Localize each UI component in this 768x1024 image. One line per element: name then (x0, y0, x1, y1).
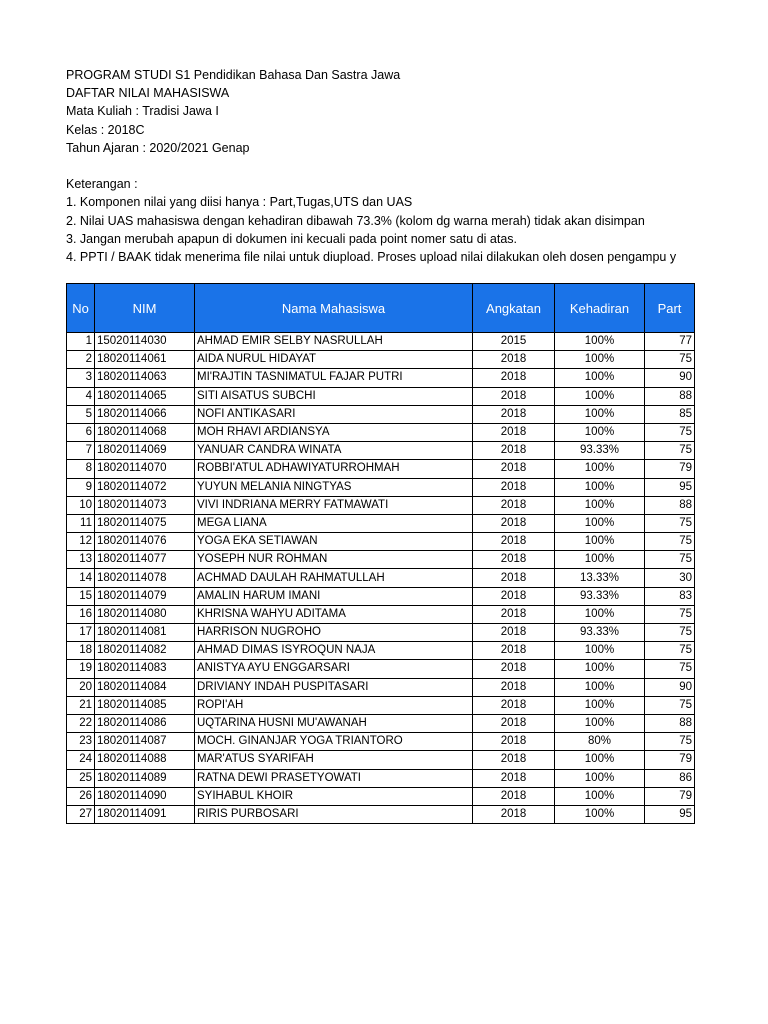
cell-angkatan[interactable]: 2018 (473, 533, 555, 551)
table-row (67, 751, 695, 769)
year-line: Tahun Ajaran : 2020/2021 Genap (66, 140, 250, 155)
cell-angkatan[interactable]: 2018 (473, 405, 555, 423)
table-row (67, 678, 695, 696)
cell-part[interactable]: 75 (645, 351, 695, 369)
cell-kehadiran[interactable]: 100% (555, 678, 645, 696)
table-row (67, 805, 695, 823)
table-body (67, 333, 695, 824)
table-row (67, 587, 695, 605)
course-line: Mata Kuliah : Tradisi Jawa I (66, 104, 219, 119)
cell-part[interactable]: 75 (645, 423, 695, 441)
cell-no[interactable]: 26 (67, 787, 95, 805)
cell-angkatan[interactable]: 2018 (473, 678, 555, 696)
table-row (67, 569, 695, 587)
cell-nim[interactable]: 18020114081 (95, 624, 195, 642)
column-header-part: Part (645, 284, 695, 333)
cell-kehadiran[interactable]: 100% (555, 405, 645, 423)
cell-kehadiran[interactable]: 100% (555, 551, 645, 569)
cell-nama[interactable]: YUYUN MELANIA NINGTYAS (195, 478, 473, 496)
cell-part[interactable]: 79 (645, 460, 695, 478)
cell-part[interactable]: 95 (645, 478, 695, 496)
cell-kehadiran[interactable]: 100% (555, 514, 645, 532)
cell-part[interactable]: 95 (645, 805, 695, 823)
table-row (67, 642, 695, 660)
cell-kehadiran[interactable]: 93.33% (555, 442, 645, 460)
cell-part[interactable]: 85 (645, 405, 695, 423)
cell-no[interactable]: 13 (67, 551, 95, 569)
note-item: 2. Nilai UAS mahasiswa dengan kehadiran dibawah 73.3% (kolom dg warna merah) tidak akan disimpan (66, 213, 645, 228)
cell-angkatan[interactable]: 2018 (473, 460, 555, 478)
table-row (67, 769, 695, 787)
cell-angkatan[interactable]: 2018 (473, 351, 555, 369)
cell-nama[interactable]: UQTARINA HUSNI MU'AWANAH (195, 714, 473, 732)
cell-part[interactable]: 75 (645, 660, 695, 678)
cell-angkatan[interactable]: 2018 (473, 514, 555, 532)
cell-angkatan[interactable]: 2018 (473, 805, 555, 823)
cell-angkatan[interactable]: 2018 (473, 387, 555, 405)
table-row (67, 387, 695, 405)
cell-part[interactable]: 77 (645, 333, 695, 351)
cell-kehadiran[interactable]: 93.33% (555, 587, 645, 605)
cell-no[interactable]: 8 (67, 460, 95, 478)
table-row (67, 551, 695, 569)
cell-part[interactable]: 75 (645, 624, 695, 642)
cell-part[interactable]: 88 (645, 714, 695, 732)
table-row (67, 696, 695, 714)
cell-kehadiran[interactable]: 100% (555, 478, 645, 496)
cell-no[interactable]: 2 (67, 351, 95, 369)
cell-no[interactable]: 14 (67, 569, 95, 587)
grades-table (66, 283, 695, 824)
program-line: PROGRAM STUDI S1 Pendidikan Bahasa Dan Sastra Jawa (66, 68, 401, 82)
cell-part[interactable]: 88 (645, 387, 695, 405)
cell-part[interactable]: 86 (645, 769, 695, 787)
cell-nim[interactable]: 18020114066 (95, 405, 195, 423)
document-header (66, 66, 696, 266)
cell-nim[interactable]: 18020114075 (95, 514, 195, 532)
table-row (67, 787, 695, 805)
cell-nim[interactable]: 18020114065 (95, 387, 195, 405)
cell-no[interactable]: 10 (67, 496, 95, 514)
cell-part[interactable]: 75 (645, 533, 695, 551)
cell-nama[interactable]: DRIVIANY INDAH PUSPITASARI (195, 678, 473, 696)
cell-nim[interactable]: 18020114082 (95, 642, 195, 660)
cell-angkatan[interactable]: 2018 (473, 642, 555, 660)
cell-nim[interactable]: 18020114083 (95, 660, 195, 678)
cell-no[interactable]: 20 (67, 678, 95, 696)
cell-no[interactable]: 7 (67, 442, 95, 460)
cell-nama[interactable]: AHMAD EMIR SELBY NASRULLAH (195, 333, 473, 351)
table-row (67, 333, 695, 351)
cell-part[interactable]: 75 (645, 442, 695, 460)
cell-kehadiran[interactable]: 93.33% (555, 624, 645, 642)
cell-nim[interactable]: 18020114073 (95, 496, 195, 514)
cell-nim[interactable]: 18020114080 (95, 605, 195, 623)
cell-nama[interactable]: NOFI ANTIKASARI (195, 405, 473, 423)
cell-angkatan[interactable]: 2018 (473, 423, 555, 441)
cell-kehadiran[interactable]: 100% (555, 387, 645, 405)
table-header-row (67, 284, 695, 333)
cell-part[interactable]: 75 (645, 514, 695, 532)
cell-no[interactable]: 16 (67, 605, 95, 623)
cell-no[interactable]: 12 (67, 533, 95, 551)
table-row (67, 423, 695, 441)
table-row (67, 460, 695, 478)
cell-angkatan[interactable]: 2018 (473, 496, 555, 514)
cell-kehadiran[interactable]: 100% (555, 787, 645, 805)
cell-part[interactable]: 83 (645, 587, 695, 605)
cell-no[interactable]: 3 (67, 369, 95, 387)
cell-no[interactable]: 24 (67, 751, 95, 769)
cell-angkatan[interactable]: 2018 (473, 624, 555, 642)
cell-angkatan[interactable]: 2018 (473, 714, 555, 732)
cell-nama[interactable]: ANISTYA AYU ENGGARSARI (195, 660, 473, 678)
cell-angkatan[interactable]: 2018 (473, 751, 555, 769)
class-line: Kelas : 2018C (66, 122, 145, 137)
table-row (67, 496, 695, 514)
cell-kehadiran[interactable]: 100% (555, 351, 645, 369)
cell-nim[interactable]: 18020114061 (95, 351, 195, 369)
cell-part[interactable]: 75 (645, 733, 695, 751)
cell-nim[interactable]: 18020114084 (95, 678, 195, 696)
cell-nama[interactable]: MAR'ATUS SYARIFAH (195, 751, 473, 769)
cell-no[interactable]: 17 (67, 624, 95, 642)
document-title: DAFTAR NILAI MAHASISWA (66, 86, 230, 101)
cell-angkatan[interactable]: 2018 (473, 587, 555, 605)
table-row (67, 442, 695, 460)
cell-kehadiran[interactable]: 100% (555, 769, 645, 787)
cell-no[interactable]: 25 (67, 769, 95, 787)
table-row (67, 533, 695, 551)
cell-nim[interactable]: 18020114063 (95, 369, 195, 387)
cell-kehadiran[interactable]: 100% (555, 751, 645, 769)
cell-kehadiran[interactable]: 100% (555, 496, 645, 514)
cell-kehadiran[interactable]: 80% (555, 733, 645, 751)
cell-kehadiran[interactable]: 100% (555, 714, 645, 732)
note-item: 1. Komponen nilai yang diisi hanya : Part,Tugas,UTS dan UAS (66, 195, 413, 210)
cell-nama[interactable]: MI'RAJTIN TASNIMATUL FAJAR PUTRI (195, 369, 473, 387)
cell-kehadiran[interactable]: 100% (555, 605, 645, 623)
cell-nim[interactable]: 18020114091 (95, 805, 195, 823)
cell-nama[interactable]: AMALIN HARUM IMANI (195, 587, 473, 605)
note-item: 3. Jangan merubah apapun di dokumen ini kecuali pada point nomer satu di atas. (66, 231, 517, 246)
cell-part[interactable]: 88 (645, 496, 695, 514)
cell-nim[interactable]: 18020114078 (95, 569, 195, 587)
cell-nama[interactable]: YOGA EKA SETIAWAN (195, 533, 473, 551)
note-item: 4. PPTI / BAAK tidak menerima file nilai untuk diupload. Proses upload nilai dilakukan oleh dosen pengampu y (66, 249, 677, 264)
cell-nama[interactable]: MOCH. GINANJAR YOGA TRIANTORO (195, 733, 473, 751)
table-row (67, 605, 695, 623)
cell-kehadiran[interactable]: 100% (555, 460, 645, 478)
cell-part[interactable]: 79 (645, 751, 695, 769)
table-row (67, 514, 695, 532)
cell-part[interactable]: 90 (645, 369, 695, 387)
cell-angkatan[interactable]: 2018 (473, 551, 555, 569)
cell-angkatan[interactable]: 2018 (473, 660, 555, 678)
cell-no[interactable]: 19 (67, 660, 95, 678)
cell-nama[interactable]: MOH RHAVI ARDIANSYA (195, 423, 473, 441)
cell-part[interactable]: 90 (645, 678, 695, 696)
cell-no[interactable]: 27 (67, 805, 95, 823)
cell-nama[interactable]: AIDA NURUL HIDAYAT (195, 351, 473, 369)
cell-kehadiran[interactable]: 100% (555, 642, 645, 660)
cell-nama[interactable]: AHMAD DIMAS ISYROQUN NAJA (195, 642, 473, 660)
cell-nim[interactable]: 18020114088 (95, 751, 195, 769)
cell-nim[interactable]: 18020114069 (95, 442, 195, 460)
cell-angkatan[interactable]: 2018 (473, 605, 555, 623)
cell-nim[interactable]: 18020114076 (95, 533, 195, 551)
table-row (67, 660, 695, 678)
cell-kehadiran[interactable]: 100% (555, 805, 645, 823)
table-row (67, 405, 695, 423)
cell-nim[interactable]: 15020114030 (95, 333, 195, 351)
cell-no[interactable]: 22 (67, 714, 95, 732)
cell-part[interactable]: 75 (645, 605, 695, 623)
column-header-nama: Nama Mahasiswa (195, 284, 473, 333)
cell-kehadiran[interactable]: 100% (555, 369, 645, 387)
table-row (67, 714, 695, 732)
cell-nama[interactable]: HARRISON NUGROHO (195, 624, 473, 642)
column-header-angkatan: Angkatan (473, 284, 555, 333)
cell-no[interactable]: 9 (67, 478, 95, 496)
cell-nama[interactable]: SITI AISATUS SUBCHI (195, 387, 473, 405)
cell-nama[interactable]: VIVI INDRIANA MERRY FATMAWATI (195, 496, 473, 514)
cell-angkatan[interactable]: 2018 (473, 769, 555, 787)
cell-part[interactable]: 75 (645, 551, 695, 569)
column-header-no: No (67, 284, 95, 333)
column-header-nim: NIM (95, 284, 195, 333)
cell-nama[interactable]: RATNA DEWI PRASETYOWATI (195, 769, 473, 787)
notes-heading: Keterangan : (66, 177, 138, 192)
table-row (67, 624, 695, 642)
cell-kehadiran[interactable]: 100% (555, 660, 645, 678)
cell-nama[interactable]: SYIHABUL KHOIR (195, 787, 473, 805)
cell-nama[interactable]: MEGA LIANA (195, 514, 473, 532)
cell-nim[interactable]: 18020114089 (95, 769, 195, 787)
cell-no[interactable]: 6 (67, 423, 95, 441)
cell-nim[interactable]: 18020114079 (95, 587, 195, 605)
cell-part[interactable]: 75 (645, 696, 695, 714)
cell-kehadiran[interactable]: 100% (555, 423, 645, 441)
cell-no[interactable]: 15 (67, 587, 95, 605)
cell-no[interactable]: 11 (67, 514, 95, 532)
cell-no[interactable]: 5 (67, 405, 95, 423)
cell-nim[interactable]: 18020114086 (95, 714, 195, 732)
cell-part[interactable]: 79 (645, 787, 695, 805)
cell-nim[interactable]: 18020114090 (95, 787, 195, 805)
cell-nama[interactable]: KHRISNA WAHYU ADITAMA (195, 605, 473, 623)
cell-angkatan[interactable]: 2018 (473, 478, 555, 496)
cell-no[interactable]: 23 (67, 733, 95, 751)
cell-angkatan[interactable]: 2018 (473, 696, 555, 714)
cell-kehadiran[interactable]: 100% (555, 333, 645, 351)
cell-nama[interactable]: RIRIS PURBOSARI (195, 805, 473, 823)
cell-no[interactable]: 4 (67, 387, 95, 405)
cell-nim[interactable]: 18020114072 (95, 478, 195, 496)
cell-angkatan[interactable]: 2015 (473, 333, 555, 351)
cell-nama[interactable]: ROBBI'ATUL ADHAWIYATURROHMAH (195, 460, 473, 478)
cell-angkatan[interactable]: 2018 (473, 442, 555, 460)
table-row (67, 733, 695, 751)
cell-nim[interactable]: 18020114070 (95, 460, 195, 478)
cell-part[interactable]: 30 (645, 569, 695, 587)
cell-no[interactable]: 1 (67, 333, 95, 351)
table-row (67, 369, 695, 387)
cell-kehadiran[interactable]: 100% (555, 696, 645, 714)
table-row (67, 478, 695, 496)
cell-angkatan[interactable]: 2018 (473, 733, 555, 751)
cell-nim[interactable]: 18020114087 (95, 733, 195, 751)
cell-kehadiran[interactable]: 100% (555, 533, 645, 551)
cell-nim[interactable]: 18020114085 (95, 696, 195, 714)
cell-nama[interactable]: YANUAR CANDRA WINATA (195, 442, 473, 460)
cell-part[interactable]: 75 (645, 642, 695, 660)
column-header-kehadiran: Kehadiran (555, 284, 645, 333)
cell-nim[interactable]: 18020114068 (95, 423, 195, 441)
cell-angkatan[interactable]: 2018 (473, 369, 555, 387)
cell-no[interactable]: 21 (67, 696, 95, 714)
cell-nama[interactable]: ACHMAD DAULAH RAHMATULLAH (195, 569, 473, 587)
cell-no[interactable]: 18 (67, 642, 95, 660)
cell-nama[interactable]: YOSEPH NUR ROHMAN (195, 551, 473, 569)
cell-nama[interactable]: ROPI'AH (195, 696, 473, 714)
cell-nim[interactable]: 18020114077 (95, 551, 195, 569)
cell-kehadiran[interactable]: 13.33% (555, 569, 645, 587)
table-row (67, 351, 695, 369)
cell-angkatan[interactable]: 2018 (473, 787, 555, 805)
cell-angkatan[interactable]: 2018 (473, 569, 555, 587)
